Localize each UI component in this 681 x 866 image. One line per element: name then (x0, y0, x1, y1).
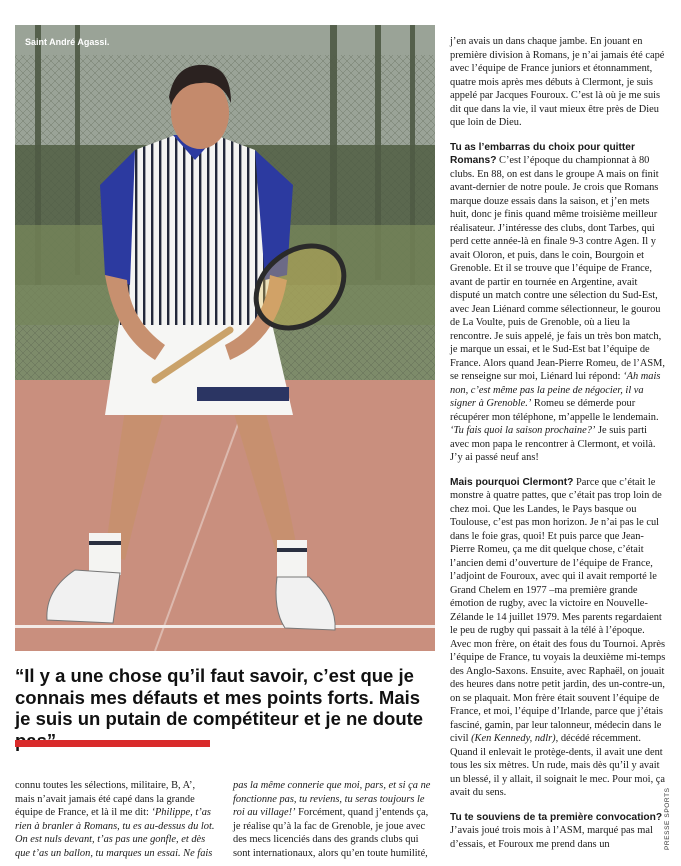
body-text: j’en avais un dans chaque jambe. En jouant en première division à Romans, je n’ai jamais été capé avec l’équipe de France juniors et étonnamment, quatre mois après mes débuts à Clermont, je suis appelé par Jacques Fouroux. C’est là où je me suis dit que dans la vie, il vaut mieux être près de Dieu que loin de Dieu. (450, 36, 665, 128)
photo-caption: Saint André Agassi. (25, 37, 110, 47)
body-column-right (450, 35, 667, 862)
body-italic: (Ken Kennedy, ndlr) (471, 733, 556, 744)
body-text: , décédé récemment. Quand il enlevait le protège-dents, il avait une dent tous les six mètres. Un rude, mais dès qu’il y avait un blessé, il y allait, il soignait le mec. Pour moi, ça avait du sens. (450, 733, 665, 798)
body-text: Forcément, quand j’entends ça, je réalise qu’à la fac de Grenoble, je joue avec des mecs licenciés dans des grands clubs qui sont internationaux, alors qu’en toute humilité, (233, 807, 429, 859)
paragraph (450, 476, 667, 800)
paragraph (450, 811, 667, 852)
body-column-bottom-left (15, 779, 217, 860)
body-italic: ‘Philippe, t’as rien à branler à Romans, tu es au-dessus du lot. On est nuls devant, t’as pas une gonfle, et dès que t’as un ballon, tu marques un essai. Ne fais (15, 807, 215, 859)
body-italic: ‘Tu fais quoi la saison prochaine?’ (450, 425, 596, 436)
body-text: Romeu se démerde pour récupérer mon téléphone, m’appelle le lendemain. (450, 398, 659, 423)
paragraph (450, 141, 667, 465)
photo-credit: PRESSE SPORTS (664, 787, 671, 850)
body-text: Je suis parti avec mon papa le rencontrer à Clermont, et voilà. J’y ai passé neuf ans! (450, 425, 656, 463)
paragraph (450, 35, 667, 130)
interview-question: Tu as l’embarras du choix pour quitter Romans? (450, 141, 635, 166)
player-photo (15, 25, 435, 651)
body-column-bottom-middle (233, 779, 436, 860)
body-text: connu toutes les sélections, militaire, B, A’, mais n’avait jamais été capé dans la grande équipe de France, et là il me dit: (15, 780, 196, 818)
body-text: J’avais joué trois mois à l’ASM, marqué pas mal d’essais, et Fouroux me prend dans un (450, 825, 653, 850)
accent-rule (15, 740, 210, 747)
body-text: C’est l’époque du championnat à 80 clubs. En 88, on est dans le groupe A mais on finit avant-dernier de notre poule. Je crois que Romans marque douze essais dans la saison, et j’en mets huit, donc je finis quand même troisième meilleur réalisateur. J’intéresse des clubs, dont Tarbes, qui perd cette année-là en finale 9-3 contre Agen. Il y avait Oloron, et puis, dans le coin, Bourgoin et Grenoble. Et il se trouve que l’équipe de France, avant de partir en tournée en Argentine, avait disputé un match contre une sélection du Sud-Est, avec Jean Liénard comme sélectionneur, le gourou de La Voulte, puis de Grenoble, où a lieu la rencontre. Je suis appelé, je fais un très bon match, je marque un essai, et le Sud-Est bat l’équipe de France. Alors quand Jean-Pierre Romeu, de l’ASM, se renseigne sur moi, Liénard lui répond: (450, 155, 665, 382)
body-italic: ‘Ah mais non, c’est même pas la peine de négocier, il va signer à Grenoble.’ (450, 371, 661, 409)
body-italic: pas la même connerie que moi, pars, et si ça ne fonctionne pas, tu reviens, tu seras toujours le roi au village!’ (233, 780, 431, 818)
interview-question: Mais pourquoi Clermont? (450, 476, 574, 488)
interview-question: Tu te souviens de ta première convocation? (450, 811, 663, 823)
body-text: Parce que c’était le monstre à quatre pattes, que c’était pas trop loin de chez moi. Que les Landes, le Pays basque ou Toulouse, c’est pas mon horizon. Je n’ai pas le cul dans le foie gras, quoi! Et puis parce que Jean-Pierre Romeu, ça me dit quelque chose, c’était l’ancien demi d’ouverture de l’équipe de France, l’adjoint de Fouroux, avec qui il avait remporté le Grand Chelem en 1977 –ma première grande émotion de rugby, avec la victoire en Nouvelle-Zélande le 14 juillet 1979. Mes parents regardaient le peu de rugby qui passait à la télé à l’époque. Avec mon frère, on était des fous du Tournoi. Après l’équipe de France, tu voyais la deuxième mi-temps des Anglo-Saxons. Ensuite, avec Raphaël, on jouait des heures dans notre petit jardin, des un-contre-un, on se plaquait. Mon frère était souvent l’équipe de France, et moi, l’équipe d’Irlande, parce que j’étais fasciné, gamin, par leur talonneur, médecin dans le civil (450, 476, 666, 744)
tennis-player-illustration (15, 25, 435, 651)
pull-quote: “Il y a une chose qu’il faut savoir, c’est que je connais mes défauts et mes points forts. Mais je suis un putain de compétiteur et je ne doute (15, 665, 424, 729)
